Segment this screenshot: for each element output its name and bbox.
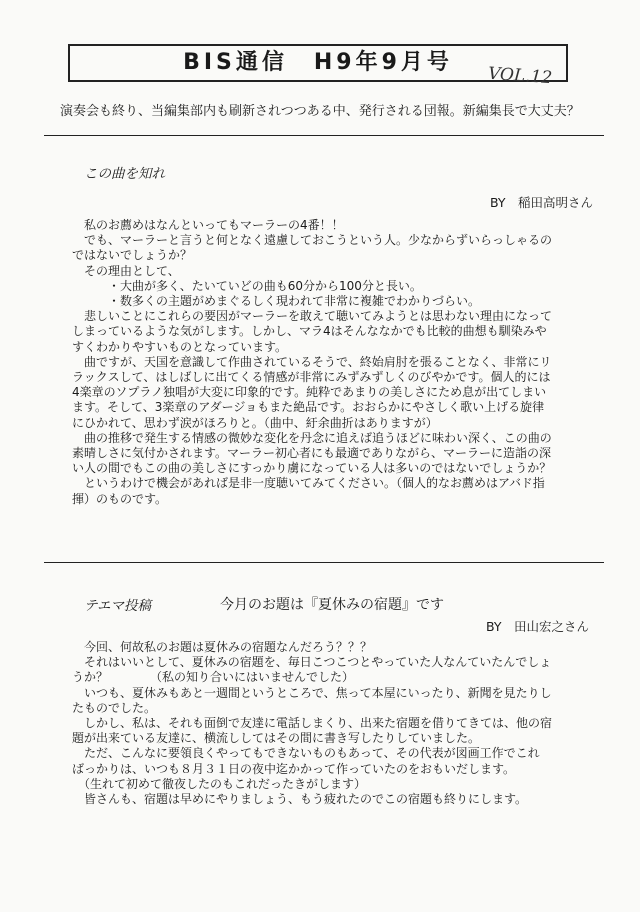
paragraph-line: ラックスして、はしばしに出てくる情感が非常にみずみずしくのびやかです。個人的には [72,370,551,385]
paragraph-line: 題が出来ている友達に、横流ししてはその間に書き写したりしていました。 [72,731,481,746]
article2-heading: テエマ投稿 [84,598,151,614]
paragraph-line: その理由として、 [72,263,180,278]
paragraph-line: ・数多くの主題がめまぐるしく現われて非常に複雑でわかりづらい。 [72,294,481,309]
paragraph-line: 素晴しさに気付かされます。マーラー初心者にも最適でありながら、マーラーに造詣の深 [72,446,552,461]
paragraph-line: ばっかりは、いつも８月３１日の夜中迄かかって作っていたのをおもいだします。 [72,761,516,776]
article1-body [72,218,612,507]
paragraph-line: すくわかりやすいものとなっています。 [72,339,288,354]
paragraph-line: 揮）のものです。 [72,491,168,506]
paragraph-line: ・大曲が多く、たいていどの曲も60分から100分と長い。 [72,278,422,293]
article2-byline: BY 田山宏之さん [486,619,590,634]
paragraph-line: しまっているような気がします。しかし、マラ4はそんななかでも比較的曲想も馴染みや [72,324,547,339]
paragraph-line: 私のお薦めはなんといってもマーラーの4番！！ [72,218,344,232]
paragraph-line: 悲しいことにこれらの要因がマーラーを敢えて聴いてみようとは思わない理由になって [72,309,553,324]
paragraph-line: 皆さんも、宿題は早めにやりましょう、もう疲れたのでこの宿題も終りにします。 [72,792,528,807]
newsletter-title: BIS通信 H9年9月号 [68,44,568,82]
divider-top [44,135,604,136]
paragraph-line: 曲の推移で発生する情感の微妙な変化を丹念に追えば追うほどに味わい深く、この曲の [72,430,552,445]
paragraph-line: うか？ （私の知り合いにはいませんでした） [72,670,355,685]
paragraph-line: ます。そして、3楽章のアダージョもまた絶品です。おおらかにやさしく歌い上げる旋律 [72,400,545,415]
paragraph-line: 今回、何故私のお題は夏休みの宿題なんだろう？？？ [72,640,373,654]
paragraph-line: ただ、こんなに要領良くやってもできないものもあって、その代表が図画工作でこれ [72,746,540,761]
paragraph-line: たものでした。 [72,700,157,715]
article1-heading: この曲を知れ [84,166,165,182]
volume-label: VOL.12 [487,63,553,89]
article1-byline: BY 稲田高明さん [490,195,594,210]
article2-subtitle: 今月のお題は『夏休みの宿題』です [220,597,444,613]
paragraph-line: それはいいとして、夏休みの宿題を、毎日こつこつとやっていた人なんていたんでしょ [72,655,552,670]
article2-body [72,640,612,807]
paragraph-line: い人の間でもこの曲の美しさにすっかり虜になっている人は多いのではないでしょうか？ [72,461,552,476]
paragraph-line: ではないでしょうか？ [72,248,193,263]
paragraph-line: いつも、夏休みもあと一週間というところで、焦って本屋にいったり、新聞を見たりし [72,685,552,700]
paragraph-line: というわけで機会があれば是非一度聴いてみてください。（個人的なお薦めはアバド指 [72,476,545,491]
paragraph-line: しかし、私は、それも面倒で友達に電話しまくり、出来た宿題を借りてきては、他の宿 [72,716,553,731]
paragraph-line: にひかれて、思わず涙がほろりと。（曲中、紆余曲折はありますが） [72,415,438,430]
intro-text: 演奏会も終り、当編集部内も刷新されつつある中、発行される団報。新編集長で大丈夫？ [60,104,580,119]
paragraph-line: 曲ですが、天国を意識して作曲されているそうで、終始肩肘を張ることなく、非常にリ [72,354,552,369]
divider-middle [44,562,604,563]
paragraph-line: （生れて初めて徹夜したのもこれだったきがします） [72,776,367,791]
paragraph-line: でも、マーラーと言うと何となく遠慮しておこうという人。少なからずいらっしゃるの [72,233,553,248]
paragraph-line: 4楽章のソプラノ独唱が大変に印象的です。純粋であまりの美しさにため息が出てしまい [72,385,547,400]
